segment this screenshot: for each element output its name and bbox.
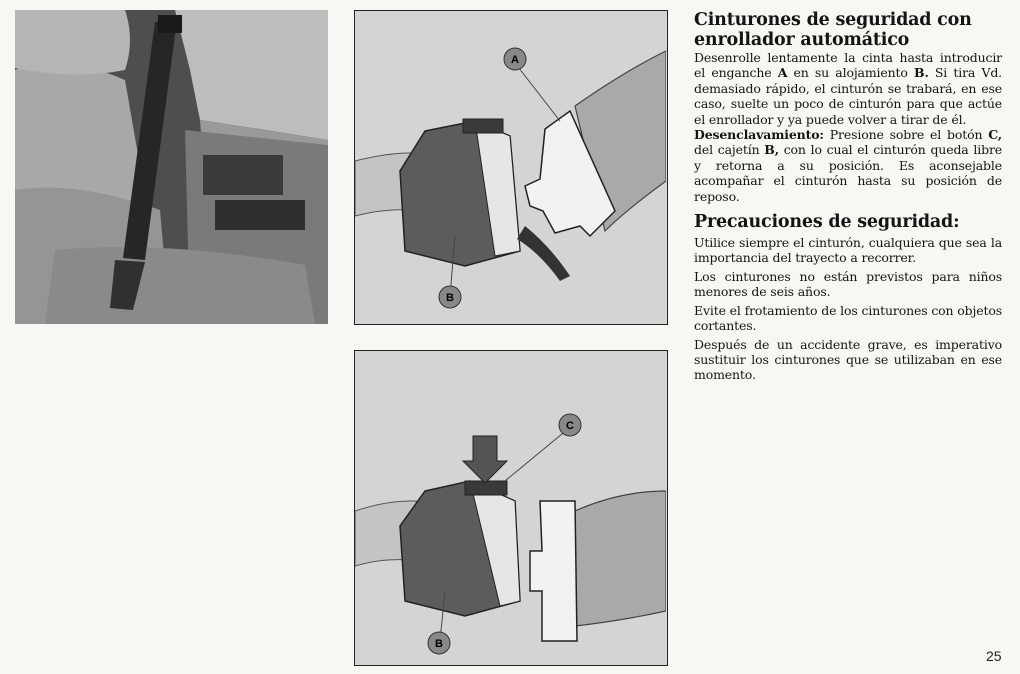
buckle-insert-diagram	[354, 10, 668, 325]
p1-mid: en su alojamiento	[787, 65, 915, 81]
seatbelt-photo	[15, 10, 328, 324]
label-b: B	[446, 292, 454, 304]
p2-ref-c: C,	[988, 127, 1002, 143]
p1-text: Desenrolle lentamente la cinta hasta introducir el enganche	[694, 50, 1002, 81]
p2-text: Presione sobre el botón	[823, 127, 989, 143]
text-column	[694, 10, 1002, 383]
label-b-bottom: B	[435, 638, 443, 650]
p2-mid: del cajetín	[694, 142, 765, 158]
section-title-seatbelts	[694, 10, 1002, 50]
p1-ref-a: A	[777, 65, 788, 81]
precaution-1: Utilice siempre el cinturón, cualquiera que sea la importancia del trayecto a recorrer.	[694, 235, 1002, 266]
p2-label: Desenclavamiento:	[694, 127, 824, 143]
title-line-2: enrollador automático	[694, 30, 910, 50]
label-c: C	[566, 420, 574, 432]
paragraph-instructions	[694, 50, 1002, 127]
precaution-2: Los cinturones no están previstos para niños menores de seis años.	[694, 268, 1002, 300]
precaution-4: Después de un accidente grave, es imperativo sustituir los cinturones que se utilizaban en ese momento.	[694, 336, 1002, 383]
p1-rest: Si tira Vd. demasiado rápido, el cinturón se trabará, en ese caso, suelte un poco de cinturón para que actúe el enrollador y ya puede volver a tirar de él.	[694, 65, 1002, 127]
title-line-1: Cinturones de seguridad con	[694, 10, 972, 30]
page-number: 25	[986, 648, 1002, 664]
precaution-3: Evite el frotamiento de los cinturones con objetos cortantes.	[694, 302, 1002, 334]
label-a: A	[511, 54, 519, 66]
p1-ref-b: B.	[914, 65, 929, 81]
p2-ref-b: B,	[764, 142, 779, 158]
buckle-release-diagram	[354, 350, 668, 666]
section-title-precautions: Precauciones de seguridad:	[694, 212, 960, 233]
p2-rest: con lo cual el cinturón queda libre y retorna a su posición. Es aconsejable acompañar el cinturón hasta su posición de reposo.	[694, 142, 1003, 204]
paragraph-unlock	[694, 127, 1002, 204]
